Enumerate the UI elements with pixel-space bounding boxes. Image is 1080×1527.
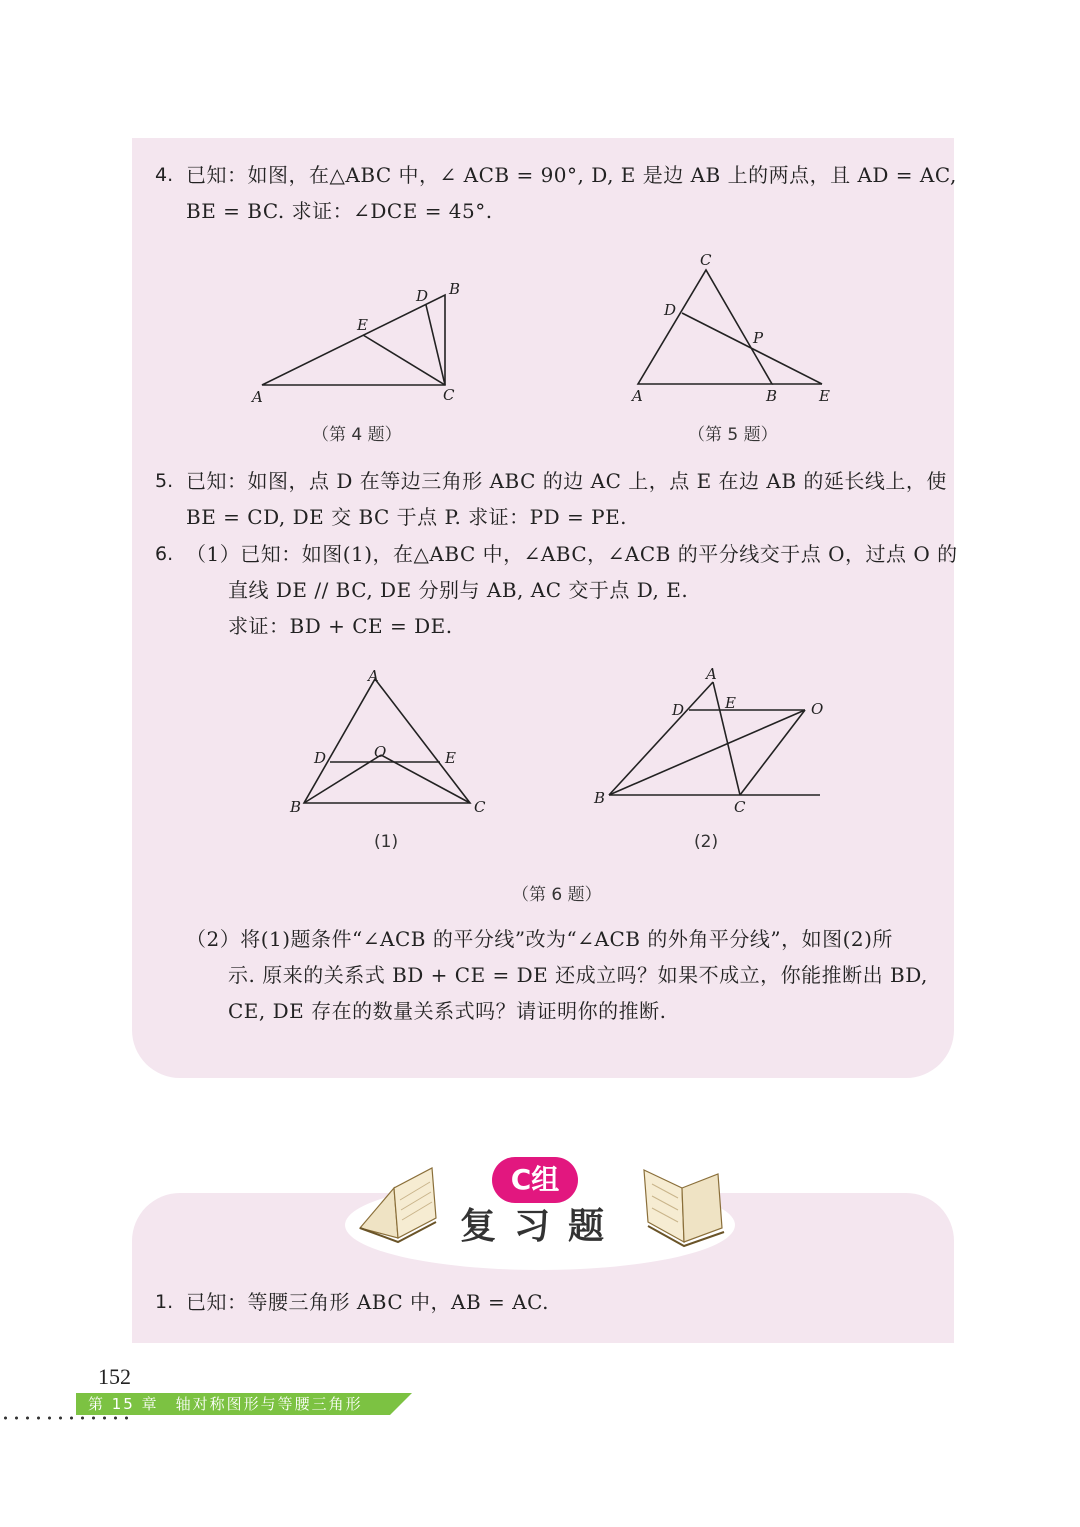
fig4-label-c: C (443, 386, 455, 404)
fig4-label-d: D (416, 287, 429, 305)
fig4-segment-ce (363, 335, 445, 385)
problem-5-line1: 已知：如图，点 D 在等边三角形 ABC 的边 AC 上，点 E 在边 AB 的延长线上，使 (186, 469, 947, 493)
problem-4-line1: 已知：如图，在△ABC 中，∠ ACB = 90°, D, E 是边 AB 上的两点，且 AD = AC, (186, 163, 957, 187)
c-problem-1-number: 1. (155, 1291, 174, 1313)
problem-6-part1-line1: （1）已知：如图(1)，在△ABC 中，∠ABC，∠ACB 的平分线交于点 O，过点 O 的 (186, 542, 958, 566)
figure-6-caption: （第 6 题） (512, 885, 602, 905)
figure-6-2-caption: (2) (694, 832, 719, 852)
problem-5-number: 5. (155, 470, 174, 492)
fig6-2-label-d: D (672, 701, 685, 719)
fig6-2-segment-co (740, 710, 805, 795)
problem-4-line2: BE = BC. 求证：∠DCE = 45°. (186, 199, 493, 223)
problem-6-part2-line2: 示. 原来的关系式 BD + CE = DE 还成立吗？如果不成立，你能推断出 BD, (228, 963, 928, 987)
c-problem-1-text: 已知：等腰三角形 ABC 中，AB = AC. (186, 1290, 550, 1314)
open-book-icon-right (632, 1160, 732, 1248)
figure-6-2 (585, 660, 835, 820)
fig6-1-label-c: C (474, 798, 486, 816)
fig6-2-label-b: B (594, 789, 606, 807)
problem-6-part1-line2: 直线 DE // BC, DE 分别与 AB, AC 交于点 D, E. (228, 578, 689, 602)
fig6-1-label-a: A (368, 667, 379, 685)
fig4-label-e: E (357, 316, 368, 334)
problem-6-number: 6. (155, 543, 174, 565)
fig6-2-segment-bo (609, 710, 805, 795)
fig5-label-e: E (819, 387, 830, 405)
fig4-triangle-abc (262, 295, 445, 385)
fig6-1-triangle-abc (304, 679, 470, 803)
fig5-label-b: B (766, 387, 778, 405)
fig5-label-a: A (632, 387, 643, 405)
problem-6-part1-line3: 求证：BD + CE = DE. (228, 614, 453, 638)
chapter-title: 第 15 章 轴对称图形与等腰三角形 (88, 1395, 363, 1413)
problem-5-line2: BE = CD, DE 交 BC 于点 P. 求证：PD = PE. (186, 505, 628, 529)
dotted-rule (0, 1416, 135, 1420)
figure-4 (240, 275, 480, 415)
fig5-triangle-abc (638, 270, 772, 384)
fig5-label-d: D (664, 301, 677, 319)
section-title: 复习题 (459, 1206, 622, 1247)
fig4-label-b: B (449, 280, 461, 298)
fig6-2-label-o: O (811, 700, 824, 718)
problem-6-part2-line1: （2）将(1)题条件“∠ACB 的平分线”改为“∠ACB 的外角平分线”，如图(2)所 (186, 927, 893, 951)
problem-6-part2-line3: CE, DE 存在的数量关系式吗？请证明你的推断. (228, 999, 667, 1023)
fig5-segment-de (682, 313, 822, 384)
fig6-2-label-e: E (725, 694, 736, 712)
fig6-1-label-e: E (445, 749, 456, 767)
fig6-2-label-a: A (706, 665, 717, 683)
open-book-icon-left (350, 1160, 445, 1245)
figure-5 (620, 245, 840, 410)
page-number: 152 (98, 1364, 131, 1389)
fig5-label-p: P (753, 329, 764, 347)
fig6-1-label-b: B (290, 798, 302, 816)
fig5-label-c: C (700, 251, 712, 269)
fig6-1-label-o: O (374, 743, 387, 761)
group-c-badge: C组 (492, 1157, 578, 1203)
fig4-segment-cd (426, 305, 445, 385)
fig6-2-segment-ba (609, 682, 713, 795)
fig6-1-label-d: D (314, 749, 327, 767)
figure-6-1 (280, 665, 500, 825)
figure-6-1-caption: (1) (374, 832, 399, 852)
problem-4-number: 4. (155, 164, 174, 186)
fig6-2-label-c: C (734, 798, 746, 816)
figure-5-caption: （第 5 题） (688, 425, 778, 445)
fig4-label-a: A (252, 388, 263, 406)
figure-4-caption: （第 4 题） (312, 425, 402, 445)
